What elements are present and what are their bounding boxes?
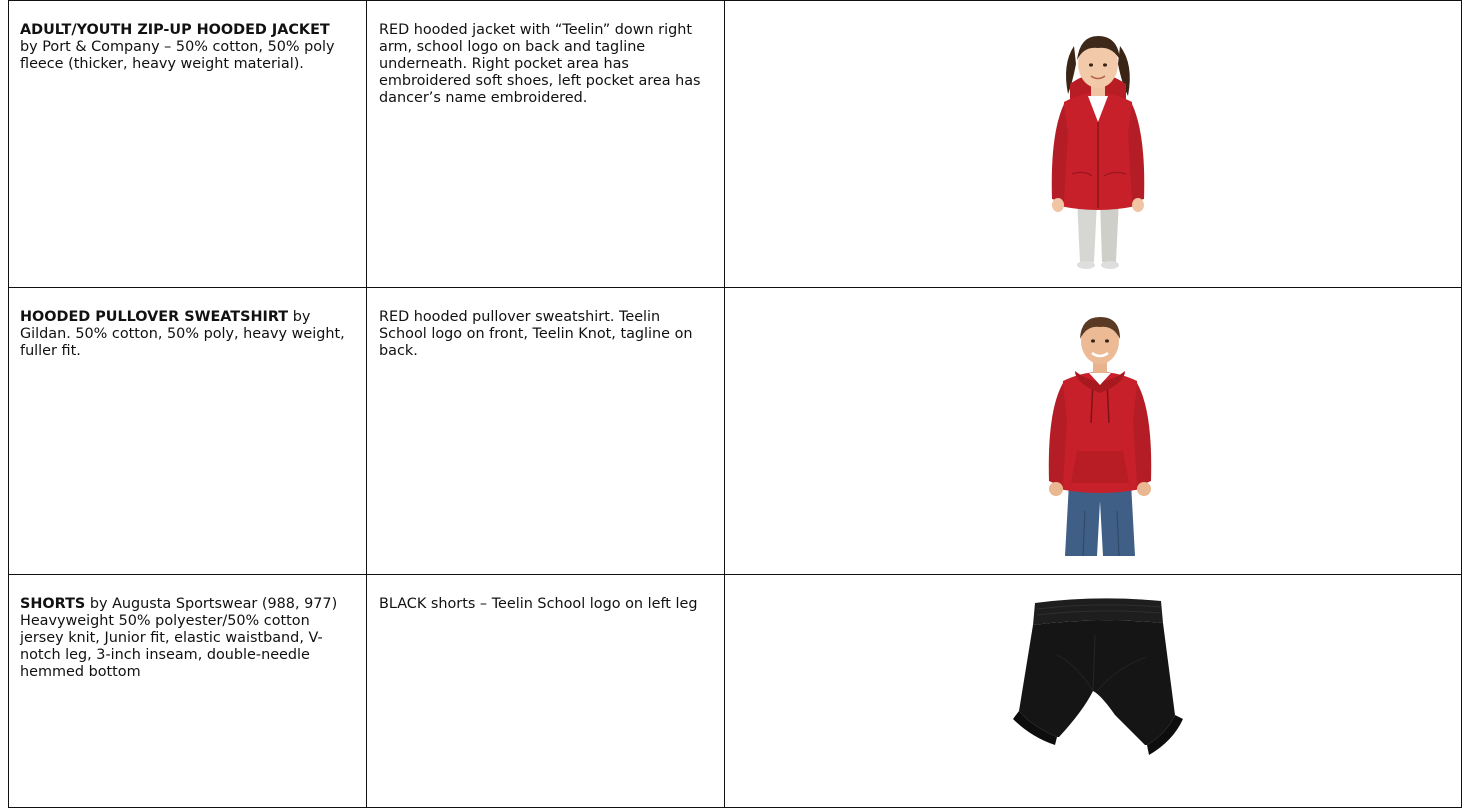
product-name-cell [9, 575, 367, 808]
product-details: by Port & Company – 50% cotton, 50% poly fleece (thicker, heavy weight material). [20, 39, 335, 72]
girl-jacket-image [1022, 24, 1172, 269]
product-description-cell [367, 575, 725, 808]
product-image-cell [725, 288, 1462, 575]
product-description: RED hooded pullover sweatshirt. Teelin School logo on front, Teelin Knot, tagline on back. [379, 309, 693, 359]
product-image-cell [725, 1, 1462, 288]
product-image-cell [725, 575, 1462, 808]
table-row [9, 288, 1462, 575]
man-sweatshirt-image [1025, 311, 1175, 556]
product-title: SHORTS [20, 596, 86, 612]
product-name-cell [9, 1, 367, 288]
product-description: BLACK shorts – Teelin School logo on left leg [379, 596, 698, 612]
product-name-cell [9, 288, 367, 575]
product-details: by Augusta Sportswear (988, 977) Heavyweight 50% polyester/50% cotton jersey knit, Junior fit, elastic waistband, V-notch leg, 3-inch inseam, double-needle hemmed bottom [20, 596, 338, 680]
table-row [9, 575, 1462, 808]
product-title: HOODED PULLOVER SWEATSHIRT [20, 309, 289, 325]
black-shorts-image [997, 595, 1197, 768]
product-description-cell [367, 1, 725, 288]
product-description: RED hooded jacket with “Teelin” down right arm, school logo on back and tagline underneath. Right pocket area has embroidered soft shoes, left pocket area has dancer’s name embroidered. [379, 22, 701, 106]
product-details: by Gildan. 50% cotton, 50% poly, heavy weight, fuller fit. [20, 309, 345, 359]
product-table [8, 0, 1462, 808]
product-description-cell [367, 288, 725, 575]
table-row [9, 1, 1462, 288]
product-title: ADULT/YOUTH ZIP-UP HOODED JACKET [20, 22, 330, 38]
